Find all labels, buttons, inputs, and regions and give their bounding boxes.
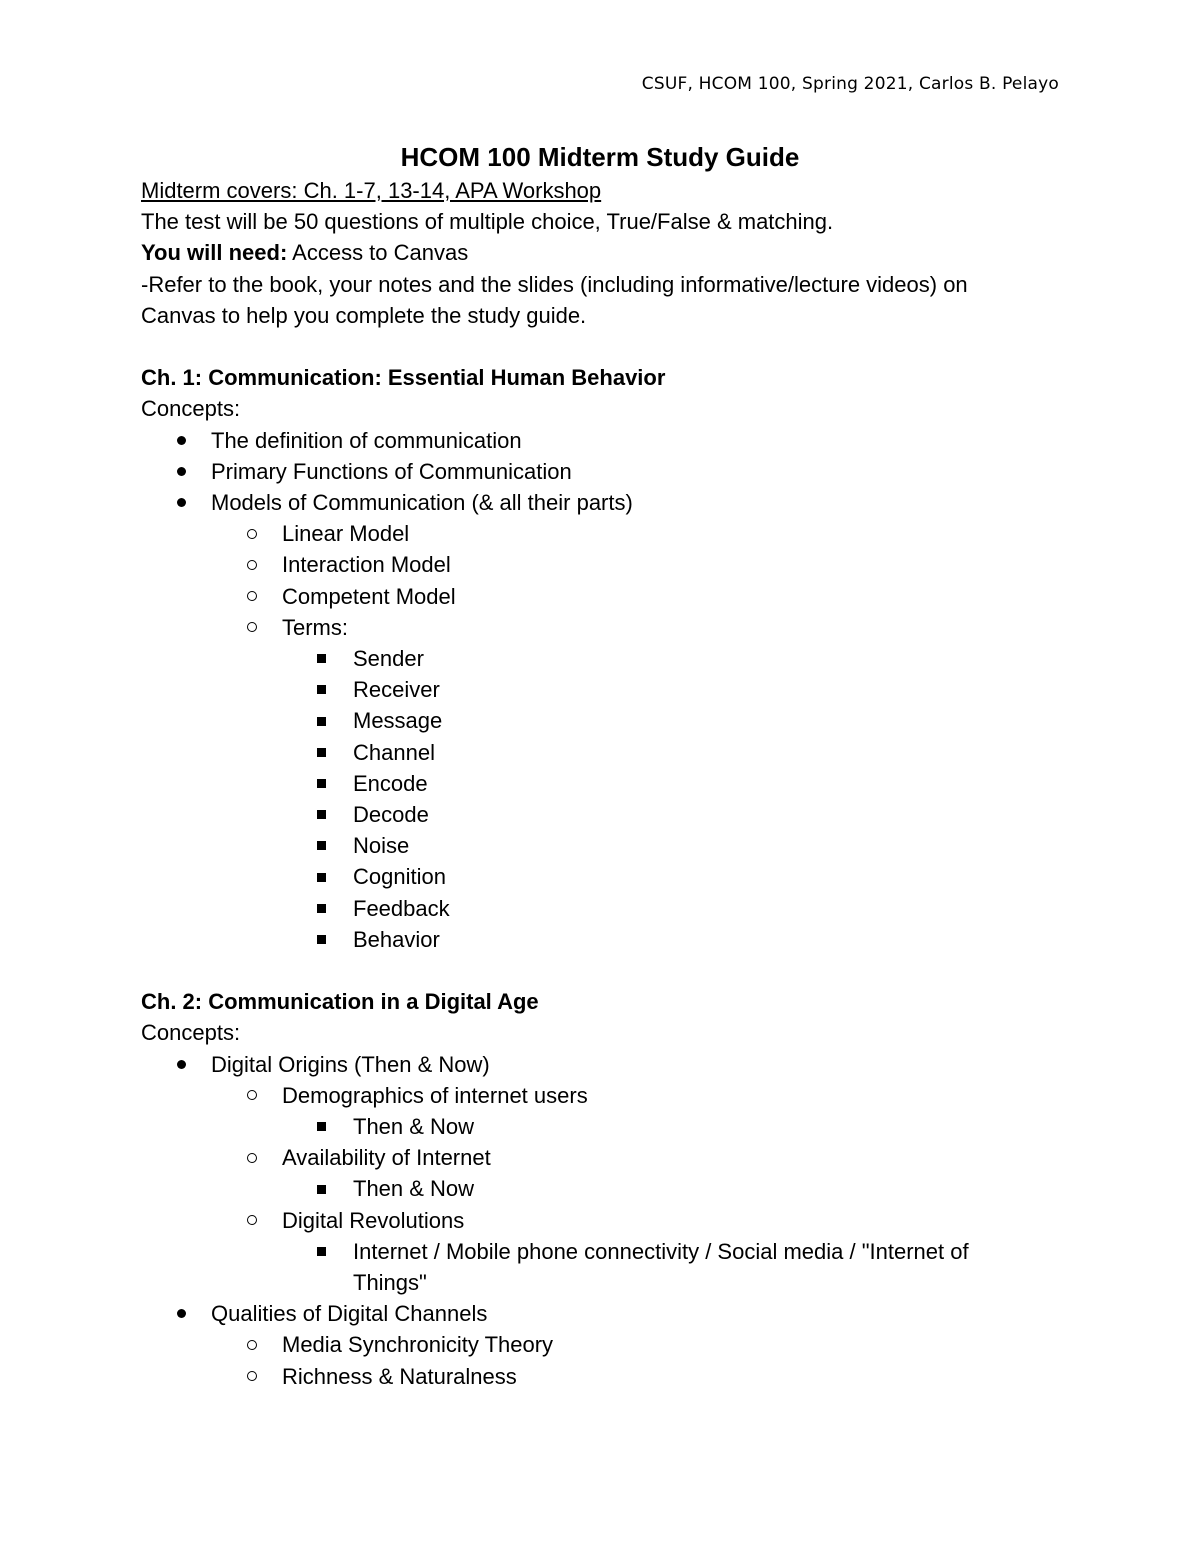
bullet-square-icon bbox=[317, 674, 326, 705]
bullet-ring-icon bbox=[247, 518, 257, 549]
midterm-covers-line: Midterm covers: Ch. 1-7, 13-14, APA Workshop bbox=[141, 178, 602, 203]
bullet-dot-icon bbox=[177, 487, 186, 518]
ch1-concepts-label: Concepts: bbox=[141, 396, 241, 422]
list-item: Competent Model bbox=[141, 581, 1061, 612]
list-item: Internet / Mobile phone connectivity / Social media / "Internet of Things" bbox=[141, 1236, 1061, 1298]
list-item: Linear Model bbox=[141, 518, 1061, 549]
bullet-square-icon bbox=[317, 830, 326, 861]
list-item: Richness & Naturalness bbox=[141, 1361, 1061, 1392]
list-item: Availability of Internet bbox=[141, 1142, 1061, 1173]
bullet-square-icon bbox=[317, 861, 326, 892]
bullet-ring-icon bbox=[247, 1329, 257, 1360]
bullet-ring-icon bbox=[247, 581, 257, 612]
bullet-square-icon bbox=[317, 799, 326, 830]
refer-line-2: Canvas to help you complete the study guide. bbox=[141, 302, 587, 328]
bullet-dot-icon bbox=[177, 456, 186, 487]
ch2-heading: Ch. 2: Communication in a Digital Age bbox=[141, 989, 539, 1015]
list-item: Then & Now bbox=[141, 1173, 1061, 1204]
list-item: Behavior bbox=[141, 924, 1061, 955]
list-item: Decode bbox=[141, 799, 1061, 830]
list-item: Channel bbox=[141, 737, 1061, 768]
list-item: Message bbox=[141, 705, 1061, 736]
bullet-square-icon bbox=[317, 893, 326, 924]
document-title: HCOM 100 Midterm Study Guide bbox=[400, 142, 800, 172]
requirements-value: Access to Canvas bbox=[287, 240, 469, 266]
page-header-note: CSUF, HCOM 100, Spring 2021, Carlos B. Pelayo bbox=[641, 74, 1059, 94]
requirements-line bbox=[141, 237, 1061, 268]
bullet-ring-icon bbox=[247, 1080, 257, 1111]
bullet-square-icon bbox=[317, 768, 326, 799]
list-item: Noise bbox=[141, 830, 1061, 861]
bullet-ring-icon bbox=[247, 612, 257, 643]
bullet-square-icon bbox=[317, 1173, 326, 1204]
bullet-ring-icon bbox=[247, 549, 257, 580]
ch2-concepts-label: Concepts: bbox=[141, 1020, 241, 1046]
list-item: Primary Functions of Communication bbox=[141, 456, 1061, 487]
bullet-square-icon bbox=[317, 924, 326, 955]
list-item: Qualities of Digital Channels bbox=[141, 1298, 1061, 1329]
refer-line-1: -Refer to the book, your notes and the slides (including informative/lecture videos) on bbox=[141, 271, 968, 297]
bullet-square-icon bbox=[317, 737, 326, 768]
bullet-dot-icon bbox=[177, 1049, 186, 1080]
bullet-ring-icon bbox=[247, 1142, 257, 1173]
ch1-heading: Ch. 1: Communication: Essential Human Behavior bbox=[141, 365, 666, 391]
bullet-square-icon bbox=[317, 705, 326, 736]
bullet-square-icon bbox=[317, 1236, 326, 1267]
list-item: Terms: bbox=[141, 612, 1061, 643]
list-item: Cognition bbox=[141, 861, 1061, 892]
bullet-ring-icon bbox=[247, 1205, 257, 1236]
bullet-dot-icon bbox=[177, 1298, 186, 1329]
ch2-concept-list bbox=[141, 1049, 1061, 1392]
bullet-square-icon bbox=[317, 643, 326, 674]
list-item: Demographics of internet users bbox=[141, 1080, 1061, 1111]
list-item: Models of Communication (& all their parts) bbox=[141, 487, 1061, 518]
bullet-square-icon bbox=[317, 1111, 326, 1142]
list-item: Encode bbox=[141, 768, 1061, 799]
list-item: Receiver bbox=[141, 674, 1061, 705]
list-item: Feedback bbox=[141, 893, 1061, 924]
requirements-label: You will need: bbox=[141, 240, 288, 266]
list-item: Digital Revolutions bbox=[141, 1205, 1061, 1236]
list-item: The definition of communication bbox=[141, 425, 1061, 456]
list-item: Interaction Model bbox=[141, 549, 1061, 580]
list-item: Then & Now bbox=[141, 1111, 1061, 1142]
bullet-dot-icon bbox=[177, 425, 186, 456]
list-item: Digital Origins (Then & Now) bbox=[141, 1049, 1061, 1080]
list-item: Media Synchronicity Theory bbox=[141, 1329, 1061, 1360]
bullet-ring-icon bbox=[247, 1361, 257, 1392]
test-format-line: The test will be 50 questions of multiple choice, True/False & matching. bbox=[141, 209, 834, 235]
document-body bbox=[141, 175, 1061, 1392]
list-item: Sender bbox=[141, 643, 1061, 674]
ch1-concept-list bbox=[141, 425, 1061, 955]
